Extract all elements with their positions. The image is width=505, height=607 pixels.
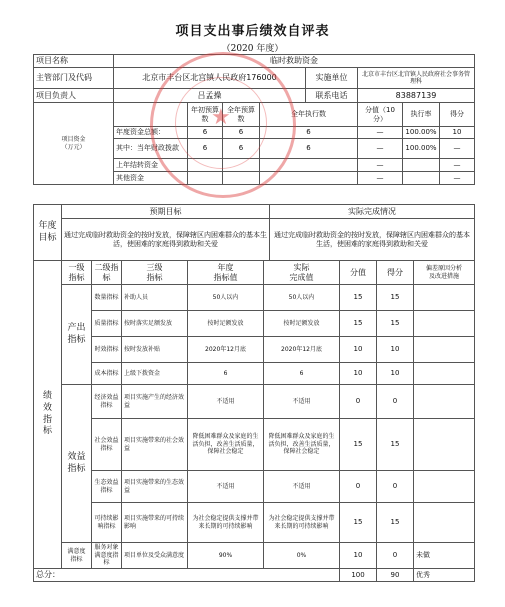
project-name-label: 项目名称 (34, 55, 114, 68)
indicator-target: 为社会稳定提供支撑并带来长期的可持续影响 (188, 503, 264, 543)
indicator-actual: 按时足额发放 (264, 311, 340, 337)
funds-full (223, 172, 260, 185)
actual-goal: 通过完成临时救助资金的按时发放，保障辖区内困难群众的基本生活，使困难的家庭得到救助和关爱 (270, 219, 475, 261)
unit-label: 实施单位 (306, 68, 358, 89)
funds-budget (188, 172, 223, 185)
indicator-l2: 经济效益 指标 (92, 385, 122, 419)
total-points: 90 (377, 569, 414, 582)
indicator-l3: 项目单位及受众满意度 (122, 543, 188, 569)
funds-score: — (358, 139, 403, 159)
indicator-score: 10 (340, 337, 377, 363)
leader-label: 项目负责人 (34, 89, 114, 103)
expected-label: 预期目标 (62, 205, 270, 219)
indicator-l3: 项目实施产生的经济效益 (122, 385, 188, 419)
indicator-l2: 质量指标 (92, 311, 122, 337)
funds-exec (260, 172, 358, 185)
funds-full (223, 159, 260, 172)
indicator-actual: 不适用 (264, 385, 340, 419)
col-points: 得分 (440, 103, 475, 127)
funds-full: 6 (223, 139, 260, 159)
indicator-deviation (414, 363, 475, 385)
project-name: 临时救助资金 (114, 55, 475, 68)
indicator-deviation (414, 503, 475, 543)
indicators-table (33, 260, 475, 582)
indicator-deviation (414, 337, 475, 363)
indicator-target: 不适用 (188, 385, 264, 419)
phone-label: 联系电话 (306, 89, 358, 103)
col-exec: 全年执行数 (260, 103, 358, 127)
indicator-l3: 补助人员 (122, 285, 188, 311)
indicators-section-label: 绩 效 指 标 (34, 261, 62, 569)
indicator-deviation (414, 311, 475, 337)
funds-budget: 6 (188, 127, 223, 139)
indicator-l2: 数量指标 (92, 285, 122, 311)
phone-value: 83887139 (358, 89, 475, 103)
indicator-actual: 0% (264, 543, 340, 569)
indicator-points: 10 (377, 337, 414, 363)
indicator-l3: 上级下拨资金 (122, 363, 188, 385)
indicator-points: 0 (377, 471, 414, 503)
funds-score: — (358, 127, 403, 139)
header-points: 得分 (377, 261, 414, 285)
funds-points: — (440, 139, 475, 159)
leader-value: 吕孟操 (114, 89, 306, 103)
goals-table (33, 204, 475, 261)
funds-exec (260, 159, 358, 172)
header-deviation: 偏差原因分析 及改进措施 (414, 261, 475, 285)
funds-row-label: 上年结转资金 (114, 159, 188, 172)
indicator-deviation (414, 385, 475, 419)
indicator-score: 10 (340, 543, 377, 569)
indicator-score: 15 (340, 503, 377, 543)
indicator-points: 15 (377, 285, 414, 311)
indicator-target: 降低困难群众及家庭的生活负担，改善生活质量，保障社会稳定 (188, 419, 264, 471)
expected-goal: 通过完成临时救助资金的按时发放，保障辖区内困难群众的基本生活，使困难的家庭得到救助和关爱 (62, 219, 270, 261)
indicator-score: 0 (340, 385, 377, 419)
funds-score: — (358, 172, 403, 185)
indicator-l2: 生态效益 指标 (92, 471, 122, 503)
indicator-l2: 成本指标 (92, 363, 122, 385)
indicator-l3: 按时落实足额发放 (122, 311, 188, 337)
indicator-points: 15 (377, 419, 414, 471)
info-funds-table (33, 54, 475, 185)
total-grade: 优秀 (414, 569, 475, 582)
funds-full: 6 (223, 127, 260, 139)
funds-points: — (440, 172, 475, 185)
header-score: 分值 (340, 261, 377, 285)
indicator-points: 0 (377, 543, 414, 569)
satisfaction-indicator-label: 满意度 指标 (62, 543, 92, 569)
indicator-points: 15 (377, 503, 414, 543)
indicator-deviation (414, 285, 475, 311)
indicator-l2: 时效指标 (92, 337, 122, 363)
funds-score: — (358, 159, 403, 172)
funds-rate (403, 172, 440, 185)
indicator-actual: 50人以内 (264, 285, 340, 311)
indicator-deviation (414, 419, 475, 471)
indicator-target: 90% (188, 543, 264, 569)
indicator-score: 15 (340, 311, 377, 337)
funds-exec: 6 (260, 127, 358, 139)
indicator-actual: 不适用 (264, 471, 340, 503)
indicator-actual: 降低困难群众及家庭的生活负担，改善生活质量，保障社会稳定 (264, 419, 340, 471)
funds-points: — (440, 159, 475, 172)
total-label: 总分： (34, 569, 340, 582)
indicator-l3: 项目实施带来的生态效益 (122, 471, 188, 503)
indicator-target: 50人以内 (188, 285, 264, 311)
funds-budget (188, 159, 223, 172)
indicator-score: 15 (340, 285, 377, 311)
funds-rate: 100.00% (403, 127, 440, 139)
dept-label: 主管部门及代码 (34, 68, 114, 89)
indicator-l2: 服务对象 满意度指 标 (92, 543, 122, 569)
indicator-l2: 社会效益 指标 (92, 419, 122, 471)
indicator-actual: 2020年12月底 (264, 337, 340, 363)
funds-row-label: 年度资金总额： (114, 127, 188, 139)
indicator-target: 6 (188, 363, 264, 385)
funds-budget: 6 (188, 139, 223, 159)
funds-section-label: 项目资金 （万元） (34, 103, 114, 185)
indicator-l2: 可持续影 响指标 (92, 503, 122, 543)
header-l2: 二级指 标 (92, 261, 122, 285)
indicator-l3: 按时发放补贴 (122, 337, 188, 363)
dept-value: 北京市丰台区北宫镇人民政府176000 (114, 68, 306, 89)
header-actual: 实际 完成值 (264, 261, 340, 285)
col-full: 全年预算数 (223, 103, 260, 127)
funds-rate (403, 159, 440, 172)
indicator-target: 2020年12月底 (188, 337, 264, 363)
star-icon: ★ (211, 105, 231, 130)
col-score: 分值（10分） (358, 103, 403, 127)
indicator-points: 0 (377, 385, 414, 419)
benefit-indicator-label: 效益 指标 (62, 385, 92, 543)
funds-exec: 6 (260, 139, 358, 159)
indicator-target: 不适用 (188, 471, 264, 503)
indicator-score: 15 (340, 419, 377, 471)
col-rate: 执行率 (403, 103, 440, 127)
unit-value: 北京市丰台区北宫镇人民政府社会事务管理科 (358, 68, 475, 89)
indicator-actual: 为社会稳定提供支撑并带来长期的可持续影响 (264, 503, 340, 543)
goals-section-label: 年度 目标 (34, 205, 62, 261)
funds-points: 10 (440, 127, 475, 139)
indicator-l3: 项目实施带来的可持续影响 (122, 503, 188, 543)
header-l3: 三级 指标 (122, 261, 188, 285)
header-l1: 一级 指标 (62, 261, 92, 285)
indicator-points: 10 (377, 363, 414, 385)
page-title: 项目支出事后绩效自评表 (175, 24, 330, 39)
indicator-score: 10 (340, 363, 377, 385)
indicator-actual: 6 (264, 363, 340, 385)
indicator-deviation: 未做 (414, 543, 475, 569)
col-budget: 年初预算数 (188, 103, 223, 127)
indicator-target: 按时足额发放 (188, 311, 264, 337)
indicator-points: 15 (377, 311, 414, 337)
actual-label: 实际完成情况 (270, 205, 475, 219)
header-target: 年度 指标值 (188, 261, 264, 285)
total-score: 100 (340, 569, 377, 582)
indicator-deviation (414, 471, 475, 503)
funds-rate: 100.00% (403, 139, 440, 159)
funds-row-label: 其中：当年财政拨款 (114, 139, 188, 159)
indicator-l3: 项目实施带来的社会效益 (122, 419, 188, 471)
output-indicator-label: 产出 指标 (62, 285, 92, 385)
report-year: （2020 年度） (221, 44, 284, 54)
funds-row-label: 其他资金 (114, 172, 188, 185)
indicator-score: 0 (340, 471, 377, 503)
